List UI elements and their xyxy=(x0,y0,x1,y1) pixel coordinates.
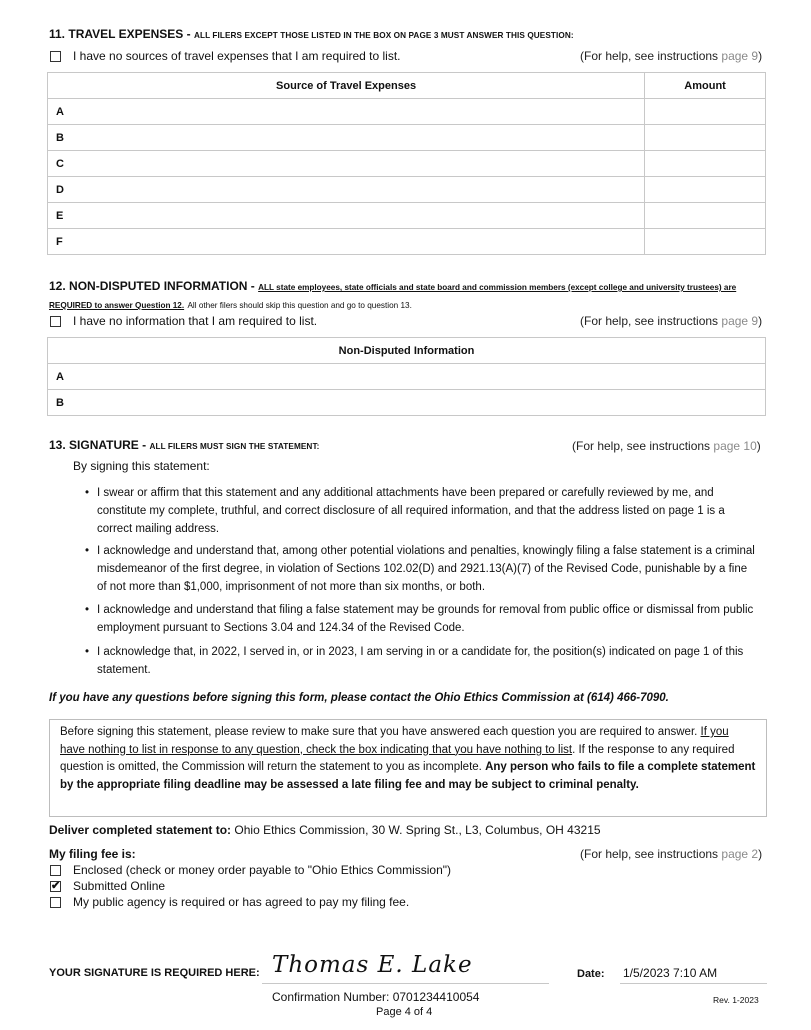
section-12-title: NON-DISPUTED INFORMATION - xyxy=(69,279,259,293)
column-header-amount: Amount xyxy=(645,73,766,99)
help-prefix: (For help, see instructions xyxy=(580,314,722,328)
bullet-item xyxy=(85,601,757,637)
bullet-dot: • xyxy=(85,545,90,557)
section-13-number: 13. xyxy=(49,438,66,452)
signature-required-label: YOUR SIGNATURE IS REQUIRED HERE: xyxy=(49,967,260,979)
section-12-number: 12. xyxy=(49,279,66,293)
revision-label: Rev. 1-2023 xyxy=(713,995,759,1005)
column-header-non-disputed: Non-Disputed Information xyxy=(48,338,766,364)
bullet-dot: • xyxy=(85,646,90,658)
section-11-heading xyxy=(49,27,574,41)
help-suffix: ) xyxy=(758,49,763,63)
help-suffix: ) xyxy=(758,847,763,861)
review-text-continued: . If the response to any required question is omitted, the Commission will return the statement to you as incomplete. xyxy=(60,743,735,773)
table-row xyxy=(48,177,766,203)
signing-intro: By signing this statement: xyxy=(73,459,210,473)
non-disputed-table xyxy=(47,337,766,416)
fee-online-checkbox[interactable]: ✔ xyxy=(51,880,61,892)
table-row xyxy=(48,390,766,416)
travel-expenses-table xyxy=(47,72,766,255)
section-13-instruction: ALL FILERS MUST SIGN THE STATEMENT: xyxy=(149,442,320,451)
no-information-label: I have no information that I am required to list. xyxy=(73,314,318,328)
row-letter: B xyxy=(48,390,766,416)
help-page-link[interactable]: page 9 xyxy=(721,49,759,63)
help-page-link[interactable]: page 2 xyxy=(721,847,759,861)
review-notice-box xyxy=(49,719,767,817)
questions-contact-note: If you have any questions before signing this form, please contact the Ohio Ethics Commission at (614) 466-7090. xyxy=(49,692,669,704)
signature-name[interactable]: Thomas E. Lake xyxy=(272,952,473,978)
help-page-link[interactable]: page 9 xyxy=(721,314,759,328)
table-row xyxy=(48,229,766,255)
fee-agency-label: My public agency is required or has agreed to pay my filing fee. xyxy=(73,895,410,909)
bullet-text: I acknowledge and understand that, among other potential violations and penalties, knowingly filing a false statement is a criminal misdemeanor of the first degree, in violation of Sections 102.02(D) and 2921.13(A)(7) of the Revised Code, punishable by a fine of not more than $1,000, imprisonment of not more than six months, or both. xyxy=(97,545,755,593)
review-text: Before signing this statement, please review to make sure that you have answered each question you are required to answer. xyxy=(60,726,698,738)
section-11-title: TRAVEL EXPENSES - xyxy=(68,27,194,41)
help-prefix: (For help, see instructions xyxy=(572,439,714,453)
help-suffix: ) xyxy=(756,439,761,453)
bullet-item xyxy=(85,484,757,538)
section-11-help xyxy=(580,49,762,63)
section-13-title: SIGNATURE - xyxy=(69,438,150,452)
no-travel-expenses-checkbox[interactable] xyxy=(50,51,61,62)
table-row xyxy=(48,125,766,151)
bullet-text: I acknowledge that, in 2022, I served in, or in 2023, I am serving in or a candidate for, the position(s) indicated on page 1 of this statement. xyxy=(97,646,744,676)
date-label: Date: xyxy=(577,968,605,980)
deliver-address: Ohio Ethics Commission, 30 W. Spring St., L3, Columbus, OH 43215 xyxy=(234,823,601,837)
section-13-help xyxy=(572,439,761,453)
help-prefix: (For help, see instructions xyxy=(580,847,722,861)
help-prefix: (For help, see instructions xyxy=(580,49,722,63)
confirmation-number: Confirmation Number: 0701234410054 xyxy=(272,990,480,1004)
column-header-source: Source of Travel Expenses xyxy=(48,73,645,99)
review-text-penalty: Any person who fails to file a complete statement by the appropriate filing deadline may be assessed a late filing fee and may be subject to criminal penalty. xyxy=(60,761,756,791)
filing-fee-help xyxy=(580,847,762,861)
amount-cell[interactable] xyxy=(645,203,766,229)
section-12-instruction-skip: All other filers should skip this question and go to question 13. xyxy=(187,301,412,310)
page-number: Page 4 of 4 xyxy=(376,1006,433,1018)
deliver-label: Deliver completed statement to: xyxy=(49,823,232,837)
row-letter: C xyxy=(48,151,645,177)
bullet-item xyxy=(85,643,757,679)
fee-agency-checkbox[interactable] xyxy=(50,897,61,908)
table-row xyxy=(48,203,766,229)
amount-cell[interactable] xyxy=(645,229,766,255)
fee-enclosed-checkbox[interactable] xyxy=(50,865,61,876)
row-letter: E xyxy=(48,203,645,229)
no-information-checkbox[interactable] xyxy=(50,316,61,327)
bullet-item xyxy=(85,542,757,596)
bullet-text: I acknowledge and understand that filing a false statement may be grounds for removal from public office or dismissal from public employment pursuant to Sections 3.04 and 124.34 of the Revised Code. xyxy=(97,604,754,634)
row-letter: D xyxy=(48,177,645,203)
amount-cell[interactable] xyxy=(645,125,766,151)
date-line xyxy=(620,983,767,984)
section-12-heading xyxy=(49,278,769,314)
row-letter: A xyxy=(48,99,645,125)
section-13-heading xyxy=(49,438,319,452)
section-12-help xyxy=(580,314,762,328)
fee-enclosed-label: Enclosed (check or money order payable to "Ohio Ethics Commission") xyxy=(73,863,452,877)
date-value[interactable]: 1/5/2023 7:10 AM xyxy=(623,966,718,980)
table-row xyxy=(48,99,766,125)
amount-cell[interactable] xyxy=(645,151,766,177)
amount-cell[interactable] xyxy=(645,99,766,125)
bullet-dot: • xyxy=(85,604,90,616)
review-text-underlined: If you have nothing to list in response to any question, check the box indicating that you have nothing to list xyxy=(60,726,729,756)
filing-fee-title: My filing fee is: xyxy=(49,847,136,861)
section-11-number: 11. xyxy=(49,27,66,41)
row-letter: A xyxy=(48,364,766,390)
section-11-instruction: ALL FILERS EXCEPT THOSE LISTED IN THE BOX ON PAGE 3 MUST ANSWER THIS QUESTION: xyxy=(193,31,574,40)
row-letter: F xyxy=(48,229,645,255)
table-row xyxy=(48,364,766,390)
table-row xyxy=(48,151,766,177)
help-page-link[interactable]: page 10 xyxy=(713,439,757,453)
no-travel-expenses-label: I have no sources of travel expenses that I am required to list. xyxy=(73,49,401,63)
deliver-line xyxy=(49,823,601,837)
bullet-text: I swear or affirm that this statement and any additional attachments have been prepared or carefully reviewed by me, and constitute my complete, truthful, and correct disclosure of all required information, and that the address listed on page 1 is a correct mailing address. xyxy=(97,487,725,535)
bullet-dot: • xyxy=(85,487,90,499)
fee-online-label: Submitted Online xyxy=(73,879,166,893)
amount-cell[interactable] xyxy=(645,177,766,203)
signature-line xyxy=(262,983,549,984)
section-12-instruction-required: ALL state employees, state officials and state board and commission members (except college and university trustees) are REQUIRED to answer Question 12. xyxy=(49,283,737,310)
row-letter: B xyxy=(48,125,645,151)
help-suffix: ) xyxy=(758,314,763,328)
